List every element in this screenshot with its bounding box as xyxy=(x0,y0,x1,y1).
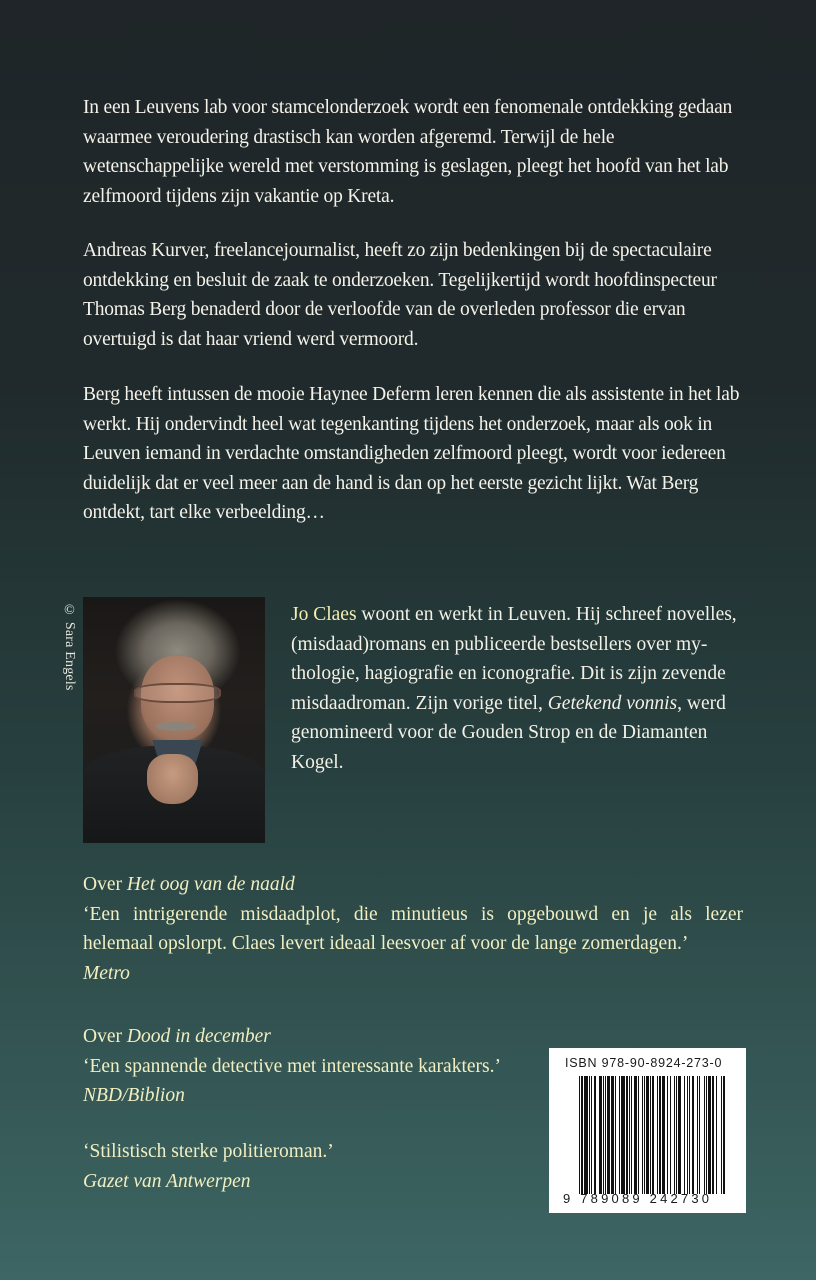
review-source: Gazet van Antwerpen xyxy=(83,1170,251,1192)
review-over-label: Over xyxy=(83,874,127,895)
review-1-source xyxy=(83,959,743,989)
author-bio-text-1: woont en werkt in Leuven. Hij schreef novelles, (misdaad)romans en publiceerde bestsellers over mythologie, hagiografie en iconografie. Dit is zijn zevende misdaadroman. Zijn vorige titel, xyxy=(291,604,737,714)
review-source: NBD/Biblion xyxy=(83,1085,185,1106)
author-bio-text-2: , werd genomineerd voor de Gouden Strop en de Diamanten Kogel. xyxy=(291,692,726,773)
blurb-paragraph-2: Andreas Kurver, freelancejournalist, heeft zo zijn bedenkingen bij de spectaculaire ontdekking en besluit de zaak te onderzoeken. Tegelijkertijd wordt hoofdinspecteur Thomas Berg benaderd door de verloofde van de overleden professor die ervan overtuigd is dat haar vriend werd vermoord. xyxy=(83,240,717,350)
blurb-paragraph-1: In een Leuvens lab voor stamcelonderzoek wordt een fenomenale ontdekking gedaan waarmee veroudering drastisch kan worden afgeremd. Terwijl de hele wetenschappelijke wereld met verstomming is geslagen, pleegt het hoofd van het lab zelfmoord tijdens zijn vakantie op Kreta. xyxy=(83,97,733,207)
review-3-quote: ‘Stilistisch sterke politieroman.’ xyxy=(83,1141,334,1162)
isbn-label: ISBN 978-90-8924-273-0 xyxy=(565,1056,723,1070)
photo-fist xyxy=(147,754,198,803)
blurb-paragraph-3: Berg heeft intussen de mooie Haynee Deferm leren kennen die als assistente in het lab werkt. Hij ondervindt heel wat tegenkanting tijdens het onderzoek, maar als ook in Leuven iemand in verdachte omstandigheden zelfmoord pleegt, wordt voor iedereen duidelijk dat er veel meer aan de hand is dan op het eerste gezicht lijkt. Wat Berg ontdekt, tart elke verbeelding… xyxy=(83,384,740,523)
author-name: Jo Claes xyxy=(291,604,357,625)
review-1-quote-line-1: ‘Een intrigerende misdaadplot, die minutieus is opgebouwd en je als lezer xyxy=(83,903,743,925)
photo-credit: © Sara Engels xyxy=(62,603,77,691)
author-photo xyxy=(83,597,265,843)
review-2-source xyxy=(83,1081,523,1111)
photo-glasses xyxy=(134,683,221,703)
isbn-barcode xyxy=(549,1048,746,1213)
author-bio xyxy=(291,600,756,777)
review-3 xyxy=(83,1137,523,1196)
review-1-quote-line-2: helemaal opslorpt. Claes levert ideaal leesvoer af voor de lange zomerdagen.’ xyxy=(83,933,689,954)
review-3-source xyxy=(83,1167,523,1197)
ean-digits: 9 789089 242730 xyxy=(563,1191,713,1206)
review-1-heading xyxy=(83,870,743,900)
review-2-heading xyxy=(83,1022,523,1052)
review-source: Metro xyxy=(83,962,130,984)
review-2-quote: ‘Een spannende detective met interessante karakters.’ xyxy=(83,1055,501,1077)
review-book-title: Het oog van de naald xyxy=(126,874,295,895)
barcode-bars xyxy=(579,1076,727,1194)
photo-moustache xyxy=(156,722,196,731)
previous-title: Getekend vonnis xyxy=(547,692,678,714)
review-over-label: Over xyxy=(83,1026,127,1047)
review-2 xyxy=(83,1022,523,1111)
review-1 xyxy=(83,870,743,988)
review-book-title: Dood in december xyxy=(126,1026,271,1047)
